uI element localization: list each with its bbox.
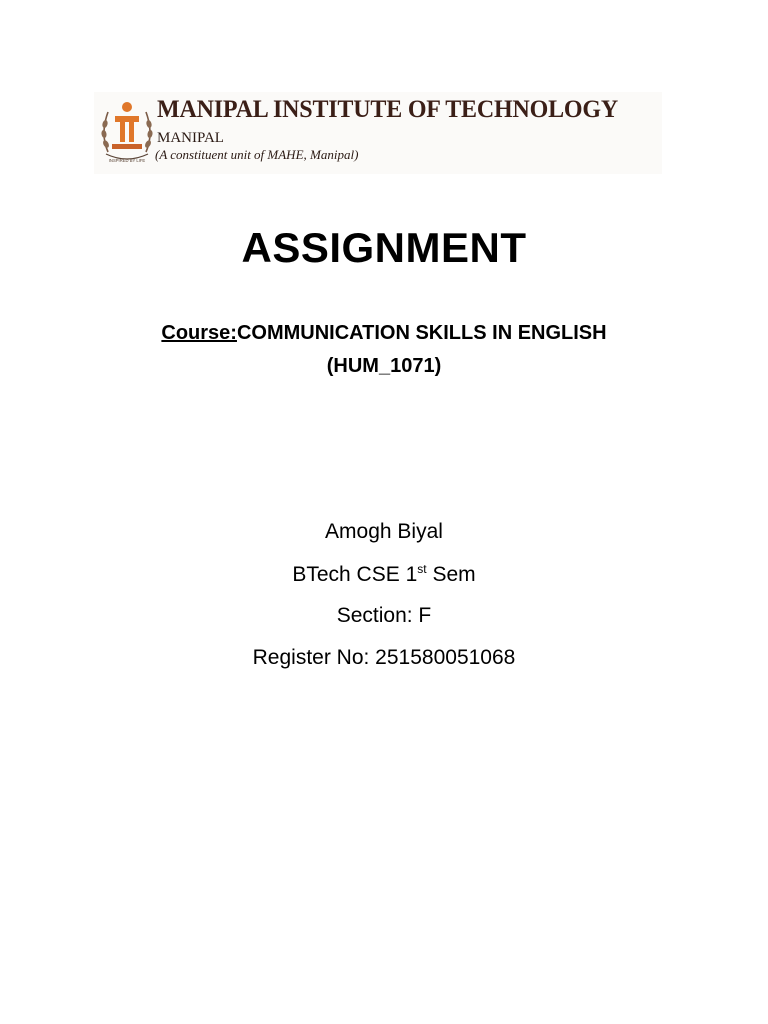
course-name: COMMUNICATION SKILLS IN ENGLISH	[236, 322, 607, 344]
mit-emblem-icon	[98, 94, 156, 166]
institute-tagline: (A constituent unit of MAHE, Manipal)	[155, 147, 359, 162]
institute-name: MANIPAL INSTITUTE OF TECHNOLOGY	[157, 96, 619, 123]
student-name: Amogh Biyal	[325, 520, 443, 543]
student-program	[0, 562, 768, 587]
program-prefix: BTech CSE 1	[292, 563, 418, 586]
course-line	[0, 322, 768, 345]
course-code: (HUM_1071)	[326, 355, 442, 377]
emblem-ribbon-text: INSPIRED BY LIFE	[108, 158, 146, 163]
program-suffix: Sem	[426, 563, 476, 586]
institute-location: MANIPAL	[157, 130, 224, 146]
course-label: Course:	[161, 322, 237, 344]
document-title: ASSIGNMENT	[241, 224, 527, 271]
student-section: Section: F	[336, 604, 432, 627]
program-superscript: st	[417, 562, 427, 576]
student-register-number: Register No: 251580051068	[252, 646, 516, 669]
institute-logo	[94, 92, 662, 174]
